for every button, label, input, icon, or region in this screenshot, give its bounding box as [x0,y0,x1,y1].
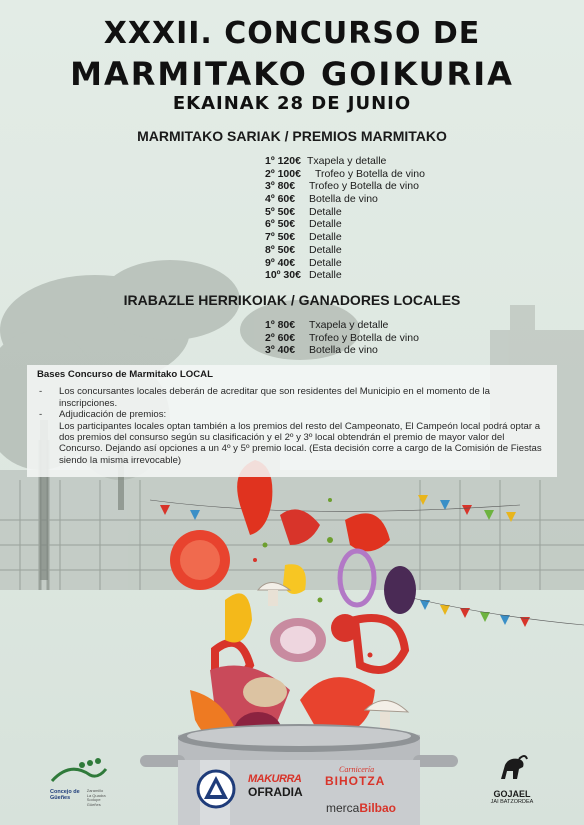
bihotza-text: BIHOTZA [325,774,386,788]
local-prizes-list [265,319,419,357]
prize-position: 10º 30€ [265,269,301,282]
concejo-small-1: Zaramillo [86,788,104,793]
gojael-text: GOJAEL [493,789,531,799]
prize-row [265,193,425,206]
rules-box [27,365,557,477]
prize-position: 5º 50€ [265,205,296,218]
prize-row [265,168,425,181]
prize-description: Botella de vino [309,193,378,206]
carniceria-text: Carnicería [339,765,375,774]
prize-description: Txapela y detalle [307,155,387,167]
prize-row [265,319,419,332]
main-prizes-list [265,155,425,282]
prize-description: Detalle [309,243,342,256]
prize-position: 1º 120€ [265,155,301,167]
gojael-logo [482,751,542,821]
prize-row [265,269,425,282]
concejo-logo [50,755,108,815]
prize-row [265,231,425,244]
prize-position: 4º 60€ [265,193,296,206]
goat-icon [495,751,529,785]
rule-text: Los concursantes locales deberán de acreditar que son residentes del Municipio en el momento de la inscripciones. [59,386,490,409]
prize-row [265,155,425,168]
prize-row [265,344,419,357]
cofradia-text: OFRADIA [248,785,303,799]
prize-position: 7º 50€ [265,231,296,244]
prize-row [265,218,425,231]
prize-position: 8º 50€ [265,243,296,256]
rule-detail: Los participantes locales optan también a los premios del resto del Campeonato, El Campeón local podrá optar a dos premios del consurso según su clasificación y el 2º y 3º local obtendrán el premio de mayor valor del Concurso. Dejando así opciones a un 4º y 5º premio local. (Esta decisión corre a cargo de la Comisión de Fiestas siendo la misma irrevocable) [59,420,542,466]
prize-row [265,180,425,193]
concejo-text-2: Güeñes [50,795,71,801]
rule-text: Adjudicación de premios: [59,409,167,421]
concejo-small-4: Güeñes [86,801,101,807]
concejo-small-3: Sodupe [86,797,101,802]
club-badge-icon [196,769,236,809]
prize-description: Detalle [309,205,342,218]
prize-description: Detalle [309,218,342,231]
prize-description: Trofeo y Botella de vino [309,331,419,344]
prize-position: 3º 80€ [265,180,296,193]
prize-position: 3º 40€ [265,344,296,357]
prize-row [265,332,419,345]
prize-row [265,244,425,257]
bullet-dash: - [39,386,43,398]
concejo-small-2: La Quadra [86,792,106,798]
concejo-text-1: Concejo de [50,789,80,795]
prize-description: Detalle [309,269,342,282]
prize-row [265,257,425,270]
prize-position: 2º 60€ [265,331,296,344]
bullet-dash: - [39,409,43,421]
prize-description: Txapela y detalle [309,319,389,331]
bilbao-text: Bilbao [359,801,397,815]
prize-description: Botella de vino [309,344,378,357]
prize-position: 9º 40€ [265,256,296,269]
rule-item [37,409,547,420]
carniceria-bihotza-logo [325,765,405,793]
title-line-2: MARMITAKO GOIKURIA [70,55,514,93]
mercabilbao-logo [326,797,406,815]
prize-row [265,206,425,219]
prize-description: Detalle [309,256,342,269]
prize-position: 6º 50€ [265,218,296,231]
prize-description: Detalle [309,231,342,244]
prize-position: 1º 80€ [265,319,296,331]
makurra-text: MAKURRA [248,773,302,785]
jai-batzordea-text: JAI BATZORDEA [490,799,534,805]
prize-description: Trofeo y Botella de vino [315,167,425,180]
local-prizes-heading: IRABAZLE HERRIKOIAK / GANADORES LOCALES [123,292,461,308]
club-badge-logo [196,769,236,809]
sponsor-logos [0,745,584,825]
makurra-cofradia-logo [248,773,318,813]
prize-position: 2º 100€ [265,167,301,180]
prize-description: Trofeo y Botella de vino [309,180,419,193]
concejo-emblem-icon [50,755,108,785]
main-prizes-heading: MARMITAKO SARIAK / PREMIOS MARMITAKO [137,128,447,144]
merca-text: merca [326,801,360,815]
event-date: EKAINAK 28 DE JUNIO [172,93,412,114]
rules-heading: Bases Concurso de Marmitako LOCAL [37,369,213,380]
rule-item [37,386,547,409]
title-line-1: XXXII. CONCURSO DE [103,16,481,51]
